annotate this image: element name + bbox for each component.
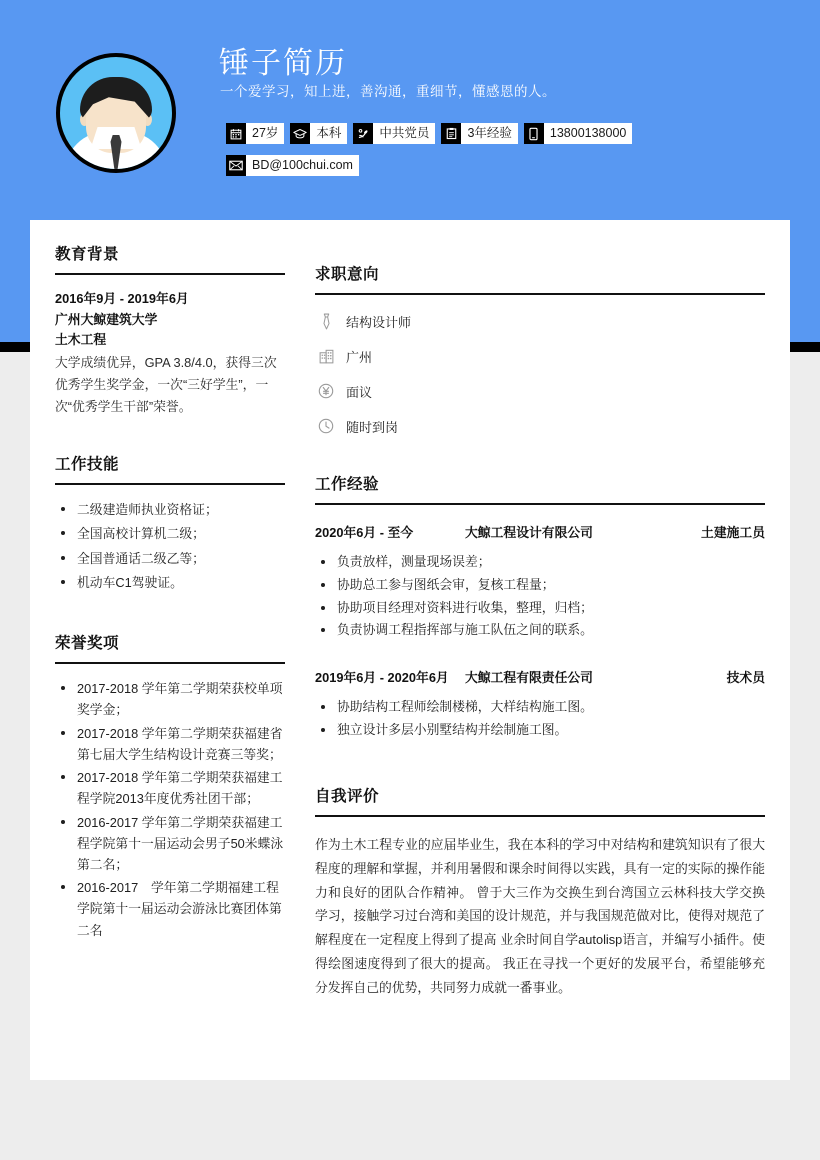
self-evaluation-divider	[315, 815, 765, 817]
job-intention-divider	[315, 293, 765, 295]
necktie-icon	[315, 311, 337, 331]
list-item: 负责放样，测量现场误差；	[315, 551, 765, 574]
work-experience-title: 工作经验	[315, 476, 380, 493]
avatar	[56, 53, 176, 173]
education-school: 广州大鲸建筑大学	[55, 311, 158, 327]
job-date: 2019年6月 - 2020年6月	[315, 670, 449, 686]
section-education	[55, 242, 285, 418]
job-date: 2020年6月 - 至今	[315, 525, 414, 540]
yen-circle-icon	[315, 381, 337, 401]
header-badge-row-2	[226, 155, 359, 176]
section-self-evaluation	[315, 784, 765, 1000]
education-description: 大学成绩优异，GPA 3.8/4.0，获得三次优秀学生奖学金，一次“三好学生”，一次“优秀学生干部”荣誉。	[55, 355, 277, 415]
job-entry	[315, 523, 765, 642]
job-entry	[315, 668, 765, 742]
job-role: 土建施工员	[701, 525, 765, 540]
badge-degree	[290, 123, 347, 144]
awards-title: 荣誉奖项	[55, 635, 120, 653]
intent-position-text: 结构设计师	[346, 314, 412, 330]
badge-email-text: BD@100chui.com	[246, 155, 359, 176]
awards-list	[55, 678, 285, 941]
list-item: 协助结构工程师绘制楼梯，大样结构施工图。	[315, 696, 765, 719]
badge-degree-text: 本科	[310, 123, 347, 144]
list-item: 全国高校计算机二级；	[55, 523, 285, 544]
building-icon	[315, 346, 337, 366]
skills-title: 工作技能	[55, 456, 120, 474]
job-header	[315, 523, 765, 542]
intent-city-text: 广州	[346, 349, 373, 365]
self-evaluation-title: 自我评价	[315, 787, 380, 805]
intent-salary-text: 面议	[346, 384, 373, 400]
badge-email	[226, 155, 359, 176]
list-item: 2016-2017 学年第二学期荣获福建工程学院第十一届运动会男子50米蝶泳第二名；	[55, 812, 285, 876]
clipboard-icon	[441, 123, 461, 144]
list-item: 协助总工参与图纸会审，复核工程量；	[315, 574, 765, 597]
job-intention-title: 求职意向	[315, 266, 380, 283]
section-skills	[55, 452, 285, 593]
list-item: 全国普通话二级乙等；	[55, 548, 285, 569]
section-work-experience	[315, 472, 765, 742]
list-item: 2017-2018 学年第二学期荣获福建省第七届大学生结构设计竞赛三等奖；	[55, 723, 285, 765]
job-intention-list	[315, 311, 765, 436]
education-title: 教育背景	[55, 246, 120, 263]
intent-city	[315, 346, 765, 366]
left-column	[55, 242, 285, 967]
section-awards	[55, 631, 285, 941]
phone-icon	[524, 123, 544, 144]
list-item: 2016-2017 学年第二学期福建工程学院第十一届运动会游泳比赛团体第二名	[55, 877, 285, 941]
badge-phone-text: 13800138000	[544, 123, 632, 144]
intent-salary	[315, 381, 765, 401]
badge-experience-text: 3年经验	[461, 123, 517, 144]
intent-position	[315, 311, 765, 331]
graduation-cap-icon	[290, 123, 310, 144]
list-item: 独立设计多层小别墅结构并绘制施工图。	[315, 719, 765, 742]
header-tagline: 一个爱学习，知上进，善沟通，重细节，懂感恩的人。	[220, 84, 556, 99]
section-job-intention	[315, 262, 765, 436]
list-item: 2017-2018 学年第二学期荣获校单项奖学金；	[55, 678, 285, 720]
job-company: 大鲸工程设计有限公司	[465, 525, 593, 540]
job-bullets	[315, 551, 765, 642]
skills-list	[55, 499, 285, 593]
badge-political-status	[353, 123, 435, 144]
resume-card	[30, 220, 790, 1080]
right-column	[315, 262, 765, 1026]
list-item: 二级建造师执业资格证；	[55, 499, 285, 520]
clock-icon	[315, 416, 337, 436]
party-emblem-icon	[353, 123, 373, 144]
list-item: 2017-2018 学年第二学期荣获福建工程学院2013年度优秀社团干部；	[55, 767, 285, 809]
header-badge-row	[226, 123, 632, 144]
job-role: 技术员	[726, 670, 765, 686]
list-item: 协助项目经理对资料进行收集，整理，归档；	[315, 597, 765, 620]
page-title: 锤子简历	[219, 47, 347, 80]
self-evaluation-text: 作为土木工程专业的应届毕业生，我在本科的学习中对结构和建筑知识有了很大程度的理解和掌握，并利用暑假和课余时间得以实践，具有一定的实际的操作能力和良好的团队合作精神。 曾于大三作为交换生到台湾国立云林科技大学交换学习，接触学习过台湾和美国的设计规范，并与我国规范做对比，使得对规范了解程度在一定程度上得到了提高 业余时间自学autolisp语言，并编写小插件。使得绘图速度得到了很大的提高。 我正在寻找一个更好的发展平台，希望能够充分发挥自己的优势，共同努力成就一番事业。	[315, 836, 765, 995]
list-item: 负责协调工程指挥部与施工队伍之间的联系。	[315, 619, 765, 642]
badge-phone	[524, 123, 632, 144]
badge-experience	[441, 123, 517, 144]
badge-age-text: 27岁	[246, 123, 284, 144]
job-header	[315, 668, 765, 687]
skills-divider	[55, 483, 285, 485]
job-bullets	[315, 696, 765, 742]
intent-availability-text: 随时到岗	[346, 419, 399, 435]
intent-availability	[315, 416, 765, 436]
calendar-icon	[226, 123, 246, 144]
list-item: 机动车C1驾驶证。	[55, 572, 285, 593]
education-major: 土木工程	[55, 332, 107, 348]
badge-age	[226, 123, 284, 144]
envelope-icon	[226, 155, 246, 176]
education-date: 2016年9月 - 2019年6月	[55, 291, 189, 306]
work-experience-divider	[315, 503, 765, 505]
awards-divider	[55, 662, 285, 664]
badge-political-status-text: 中共党员	[373, 123, 435, 144]
job-company: 大鲸工程有限责任公司	[465, 670, 593, 686]
